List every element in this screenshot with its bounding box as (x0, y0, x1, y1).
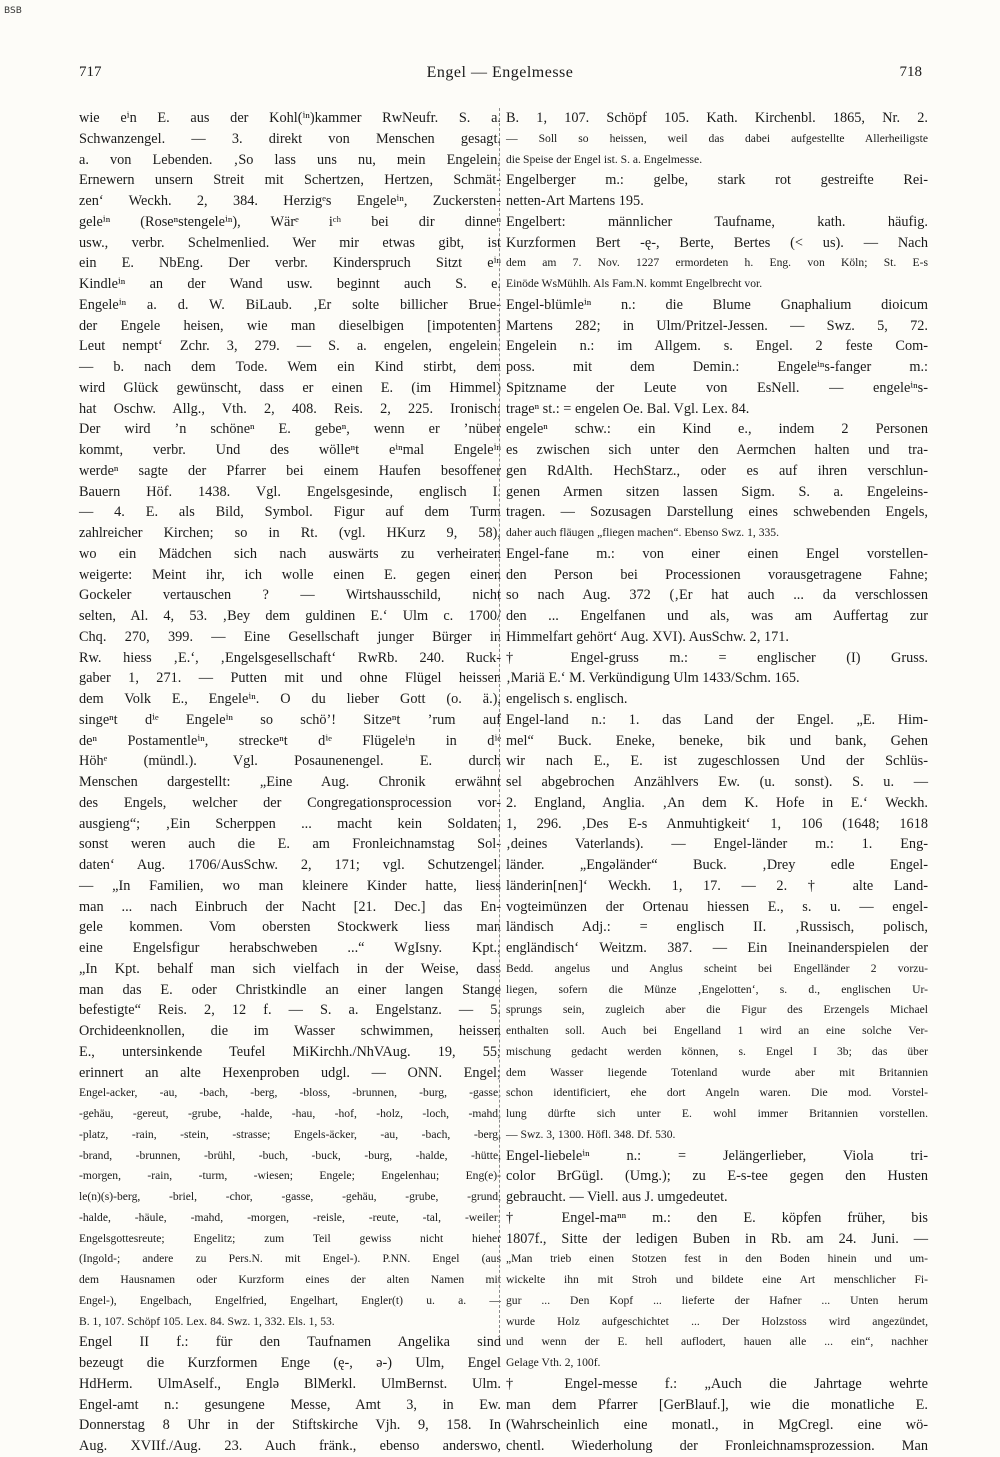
text-line: sprungs sein, zugleich aber die Figur des Erzengels Michael (506, 1003, 928, 1017)
text-line: hat Oschw. Allg., Vth. 2, 408. Reis. 2, 225. Ironisch: (79, 400, 501, 417)
text-line: Himmelfart gehört‘ Aug. XVI). AusSchw. 2, 171. (506, 628, 789, 645)
text-line: Aug. XVIIf./Aug. 23. Auch fränk., ebenso anderswo, (79, 1438, 501, 1454)
text-line: -halde, -häule, -mahd, -morgen, -reisle, -reute, -tal, -weiler; (79, 1210, 501, 1224)
text-line: weigerte: Meint ihr, ich wolle einen E. gegen einen (79, 566, 501, 583)
text-line: die Speise der Engel ist. S. a. Engelmesse. (506, 152, 703, 166)
text-line: ein E. NbEng. Der verbr. Kinderspruch Sitzt eⁱⁿ (79, 255, 501, 272)
text-line: zahlreicher Kirchen; so in Rt. (vgl. HKurz 9, 58), (79, 525, 501, 541)
text-line: vogteimünzen der Ortenau hiessen E., s. u. — engel- (506, 898, 928, 915)
text-line: Engel II f.: für den Taufnamen Angelika sind (79, 1334, 501, 1351)
text-line: usw., verbr. Schelmenlied. Wer mir etwas gibt, ist (79, 234, 501, 251)
text-line: poss. mit dem Demin.: Engeleⁱⁿs-fanger m.: (506, 359, 928, 375)
text-line: erinnert an alte Hexenproben udgl. — ONN. Engel; (79, 1064, 501, 1081)
text-line: 1807f., Sitte der ledigen Buben in Rb. am 24. Juni. — (506, 1230, 928, 1247)
text-line: engländisch‘ Weitzm. 387. — Ein Ineinanderspielen der (506, 940, 928, 956)
text-line: bezeugt die Kurzformen Enge (ę-, ə-) Ulm, Engel (79, 1355, 501, 1371)
text-line: Martens 282; in Ulm/Pritzel-Jessen. — Swz. 5, 72. (506, 317, 928, 334)
text-line: HdHerm. UlmAself., Englə BlMerkl. UlmBernst. Ulm. (79, 1375, 501, 1392)
text-line: engelisch s. englisch. (506, 691, 628, 707)
text-line: † Engel-messe f.: „Auch die Jahrtage wehrte (506, 1375, 928, 1392)
text-line: ‚Mariä E.‘ M. Verkündigung Ulm 1433/Schm. 165. (506, 670, 800, 687)
text-line: genen Armen sitzen lassen Sigm. S. a. Engeleins- (506, 483, 928, 500)
text-line: B. 1, 107. Schöpf 105. Kath. Kirchenbl. 1865, Nr. 2. (506, 110, 928, 126)
text-line: Rw. hiess ‚E.‘, ‚Engelsgesellschaft‘ RwRb. 240. Ruck- (79, 649, 501, 666)
text-line: Engel-fane m.: von einer einen Engel vorstellen- (506, 545, 928, 562)
text-line: — „In Familien, wo man kleinere Kinder hatte, liess (79, 877, 501, 894)
text-line: mischung gedacht werden können, s. Engel I 3b; das über (506, 1044, 928, 1058)
text-line: ‚deines Vaterlands). — Engel-länder m.: 1. Eng- (506, 836, 928, 853)
text-line: — Swz. 3, 1300. Höfl. 348. Df. 530. (506, 1127, 676, 1141)
text-line: gen RdAlth. HechStarz., oder es auf ihren verschlun- (506, 462, 928, 479)
text-line: „Man trieb einen Stotzen fest in den Boden hinein und um- (506, 1252, 928, 1266)
text-line: länder. „Engəländer“ Buck. ‚Drey edle Engel- (506, 857, 928, 873)
text-line: sonst weren auch die E. am Fronleichnamstag Sol- (79, 836, 501, 853)
text-line: wie eⁱn E. aus der Kohl(ⁱⁿ)kammer RwNeufr. S. a. (79, 110, 501, 126)
page-number-left: 717 (79, 64, 102, 80)
text-line: eine Engelsfigur herabschweben ...“ WgIsny. Kpt.; (79, 940, 501, 956)
text-line: E., untersinkende Teufel MiKirchh./NhVAug. 19, 55; (79, 1043, 501, 1060)
text-line: der Engele heisen, wie man dieselbigen [impotenten] (79, 317, 501, 334)
text-line: wickelte ihn mit Stroh und bildete eine Art menschlicher Fi- (506, 1273, 928, 1286)
text-line: gur ... Den Kopf ... lieferte der Hafner ... Unten herum (506, 1293, 928, 1307)
text-line: den Person bei Processionen vorausgetragene Fahne; (506, 566, 928, 583)
text-line: Ernewern unsern Streit mit Schertzen, Hertzen, Schmät- (79, 172, 501, 189)
text-line: Bedd. angelus und Anglus scheint bei Engelländer 2 vorzu- (506, 961, 928, 975)
text-line: Gockeler vertauschen ? — Wirtshausschild, nicht (79, 587, 501, 604)
text-line: -gehäu, -gereut, -grube, -halde, -hau, -hof, -holz, -loch, -mahd, (79, 1107, 501, 1120)
text-line: 1, 296. ‚Des E-s Anmuhtigkeit‘ 1, 106 (1648; 1618 (506, 815, 928, 832)
text-line: -platz, -rain, -stein, -strasse; Engels-äcker, -au, -bach, -berg, (79, 1127, 501, 1141)
text-line: Engel-land n.: 1. das Land der Engel. „E. Him- (506, 711, 928, 728)
right-column (506, 108, 928, 1454)
text-line: engeleⁿ schw.: ein Kind e., indem 2 Personen (506, 421, 928, 438)
text-line: chentl. Wiederholung der Fronleichnamsprozession. Man (506, 1438, 928, 1454)
text-line: — b. nach dem Tode. Wem ein Kind stirbt, dem (79, 359, 501, 375)
text-line: Kurzformen Bert -ę-, Berte, Bertes (< us). — Nach (506, 234, 928, 251)
text-line: man dem Pfarrer [GerBlauf.], wie die monatliche E. (506, 1396, 928, 1413)
text-line: — Soll so heissen, weil das dabei aufgestellte Allerheiligste (506, 131, 928, 145)
text-line: man ... nach Einbruch der Nacht [21. Dec.] das En- (79, 898, 501, 915)
text-line: so nach Aug. 372 (‚Er hat auch ... da verschlossen (506, 587, 928, 604)
text-line: dem Wasser liegende Totenland wurde aber mit Britannien (506, 1065, 928, 1079)
page-number-right: 718 (899, 64, 922, 80)
text-line: — 4. E. als Bild, Symbol. Figur auf dem Turm (79, 504, 501, 521)
text-line: le(n)(s)-berg, -briel, -chor, -gasse, -gehäu, -grube, -grund, (79, 1190, 501, 1203)
column-divider (499, 108, 500, 1338)
text-line: (Wahrscheinlich eine monatl., in MgCregl. eine wö- (506, 1417, 928, 1434)
text-line: Engel-blümleⁱⁿ n.: die Blume Gnaphalium dioicum (506, 296, 928, 313)
text-line: man das E. oder Christkindle an einer langen Stange (79, 981, 501, 998)
left-column (79, 108, 501, 1454)
text-line: tragen. — Sozusagen Darstellung eines schwebenden Engels, (506, 504, 928, 521)
text-line: Einöde WsMühlh. Als Fam.N. kommt Engelbrecht vor. (506, 277, 763, 290)
text-line: Schwanzengel. — 3. direkt von Menschen gesagt. (79, 130, 501, 147)
text-line: gebraucht. — Viell. aus J. umgedeutet. (506, 1189, 728, 1205)
text-line: † Engel-gruss m.: = englischer (I) Gruss. (506, 649, 928, 666)
text-line: enthalten soll. Auch bei Engelland 1 wird an eine solche Ver- (506, 1024, 928, 1037)
text-line: wurde Holz aufgeschichtet ... Der Holzstoss wird angezündet, (506, 1314, 928, 1328)
text-line: Engelbert: männlicher Taufname, kath. häufig. (506, 213, 928, 230)
text-line: color BrGügl. (Umg.); zu E-s-tee gegen den Husten (506, 1168, 928, 1185)
text-line: -morgen, -rain, -turm, -wiesen; Engele; Engelenhau; Eng(e)- (79, 1169, 501, 1183)
text-line: Höhᵉ (mündl.). Vgl. Posaunenengel. E. durch (79, 753, 501, 770)
text-line: Kindleⁱⁿ an der Wand usw. beginnt auch S. e. (79, 276, 501, 292)
text-line: liegen, sofern die Münze ‚Engelotten‘, s. d., englischen Ur- (506, 982, 928, 996)
text-line: (Ingold-; andere zu Pers.N. mit Engel-). P.NN. Engel (aus (79, 1252, 501, 1266)
text-line: dem am 7. Nov. 1227 ermordeten h. Eng. von Köln; St. E-s (506, 256, 928, 270)
text-line: Spitzname der Leute von EsNell. — engeleⁱⁿs- (506, 379, 928, 396)
text-line: Orchideenknollen, die im Wasser schwimmen, heissen (79, 1023, 501, 1039)
library-mark: BSB (4, 6, 22, 16)
text-line: befestigte“ Reis. 2, 12 f. — S. a. Engelstanz. — 5. (79, 1002, 501, 1019)
text-line: † Engel-maⁿⁿ m.: den E. köpfen früher, bis (506, 1209, 928, 1226)
text-line: B. 1, 107. Schöpf 105. Lex. 84. Swz. 1, 332. Els. 1, 53. (79, 1314, 335, 1328)
text-line: a. von Lebenden. ‚So lass uns nu, mein Engelein, (79, 151, 501, 168)
text-line: Bauern Höf. 1438. Vgl. Engelsgesinde, englisch I. (79, 483, 501, 500)
text-line: es zwischen sich unter den Aermchen halten und tra- (506, 442, 928, 458)
running-head: Engel — Engelmesse (426, 64, 574, 81)
text-line: Engeleⁱⁿ a. d. W. BiLaub. ‚Er solte billicher Brue- (79, 296, 501, 313)
text-line: Engel-liebeleⁱⁿ n.: = Jelängerlieber, Viola tri- (506, 1147, 928, 1164)
text-line: Engel-amt n.: gesungene Messe, Amt 3, in Ew. (79, 1396, 501, 1413)
text-line: ausgieng“; ‚Ein Scherppen ... macht kein Soldaten, (79, 815, 501, 832)
text-line: Engelberger m.: gelbe, stark rot gestreifte Rei- (506, 172, 928, 189)
text-line: gaber 1, 271. — Putten mit und ohne Flügel heissen (79, 670, 501, 687)
text-line: werdeⁿ sagte der Pfarrer bei einem Haufen besoffener (79, 462, 501, 479)
text-line: Engelein n.: im Allgem. s. Engel. 2 feste Com- (506, 338, 928, 355)
text-line: daher auch fläugen „fliegen machen“. Ebenso Swz. 1, 335. (506, 526, 779, 539)
text-line: Engelsgottesreute; Engelitz; zum Teil gewiss nicht hieher (79, 1231, 501, 1245)
text-line: lung dürfte sich unter E. wohl immer Britannien vorstellen. (506, 1107, 928, 1120)
text-line: schon identificiert, ehe dort Angeln waren. Die mod. Vorstel- (506, 1086, 928, 1100)
text-line: Engel-), Engelbach, Engelfried, Engelhart, Engler(t) u. a. — (79, 1293, 501, 1307)
text-line: Engel-acker, -au, -bach, -berg, -bloss, -brunnen, -burg, -gasse, (79, 1086, 501, 1100)
text-line: geleⁱⁿ (Roseⁿstengeleⁱⁿ), Wärᵉ iᶜʰ bei dir dinneⁿ (79, 213, 501, 230)
text-line: ländisch Adj.: = englisch II. ‚Russisch, polisch, (506, 919, 928, 936)
text-line: wird Glück gewünscht, dass er einen E. (im Himmel) (79, 379, 501, 396)
text-line: 2. England, Anglia. ‚An dem K. Hofe in E.‘ Weckh. (506, 794, 928, 811)
text-line: Donnerstag 8 Uhr in der Stiftskirche Vjh. 9, 158. In (79, 1417, 501, 1434)
text-line: Leut nempt‘ Zchr. 3, 279. — S. a. engelen, engelein. (79, 338, 501, 355)
text-line: selten, Al. 4, 53. ‚Bey dem guldinen E.‘ Ulm c. 1700/ (79, 608, 501, 624)
text-line: sel abgebrochen Anzählvers Ew. (u. sonst). S. u. — (506, 774, 928, 790)
text-line: wir nach E., E. ist zugeschlossen Und der Schlüs- (506, 753, 928, 770)
text-line: trageⁿ st.: = engelen Oe. Bal. Vgl. Lex. 84. (506, 400, 750, 417)
text-line: dem Hausnamen oder Kurzform eines der alten Namen mit (79, 1273, 501, 1286)
text-line: singeⁿt dⁱᵉ Engeleⁱⁿ so schö’! Sitzeⁿt ’rum auf (79, 711, 501, 728)
text-line: netten-Art Martens 195. (506, 193, 644, 209)
text-line: wo ein Mädchen sich nach auswärts zu verheiraten (79, 545, 501, 562)
text-line: -brand, -brunnen, -brühl, -buch, -buck, -burg, -halde, -hütte, (79, 1148, 501, 1162)
text-line: mel“ Buck. Eneke, beneke, bik und bank, Gehen (506, 732, 928, 749)
text-line: und wenn der E. hell auflodert, hauen alle ... ein“, nachher (506, 1335, 928, 1349)
text-line: dem Volk E., Engeleⁱⁿ. O du lieber Gott (o. ä.), (79, 691, 501, 707)
text-line: kommt, verbr. Und des wölleⁿt eⁱⁿmal Engeleⁱⁿ (79, 442, 501, 458)
text-line: Chq. 270, 399. — Eine Gesellschaft junger Bürger in (79, 628, 501, 645)
text-line: des Engels, welcher der Congregationsprocession vor- (79, 794, 501, 811)
text-line: deⁿ Postamentleⁱⁿ, streckeⁿt dⁱᵉ Flügeleⁱn in dⁱᵉ (79, 732, 501, 749)
text-line: zen‘ Weckh. 2, 384. Herzigᵉs Engeleⁱⁿ, Zuckersten- (79, 193, 501, 209)
text-line: „In Kpt. behalf man sich vielfach in der Weise, dass (79, 960, 501, 977)
text-line: Gelage Vth. 2, 100f. (506, 1356, 601, 1369)
text-line: den ... Engelfanen und als, was am Auffertag zur (506, 608, 928, 624)
text-line: gele kommen. Vom obersten Stockwerk liess man (79, 919, 501, 936)
text-line: daten‘ Aug. 1706/AusSchw. 2, 171; vgl. Schutzengel. (79, 857, 501, 873)
text-line: Menschen dargestellt: „Eine Aug. Chronik erwähnt (79, 774, 501, 790)
text-line: Der wird ’n schöneⁿ E. gebeⁿ, wenn er ’nüber (79, 421, 501, 438)
text-line: länderin[nen]‘ Weckh. 1, 17. — 2. † alte Land- (506, 877, 928, 894)
